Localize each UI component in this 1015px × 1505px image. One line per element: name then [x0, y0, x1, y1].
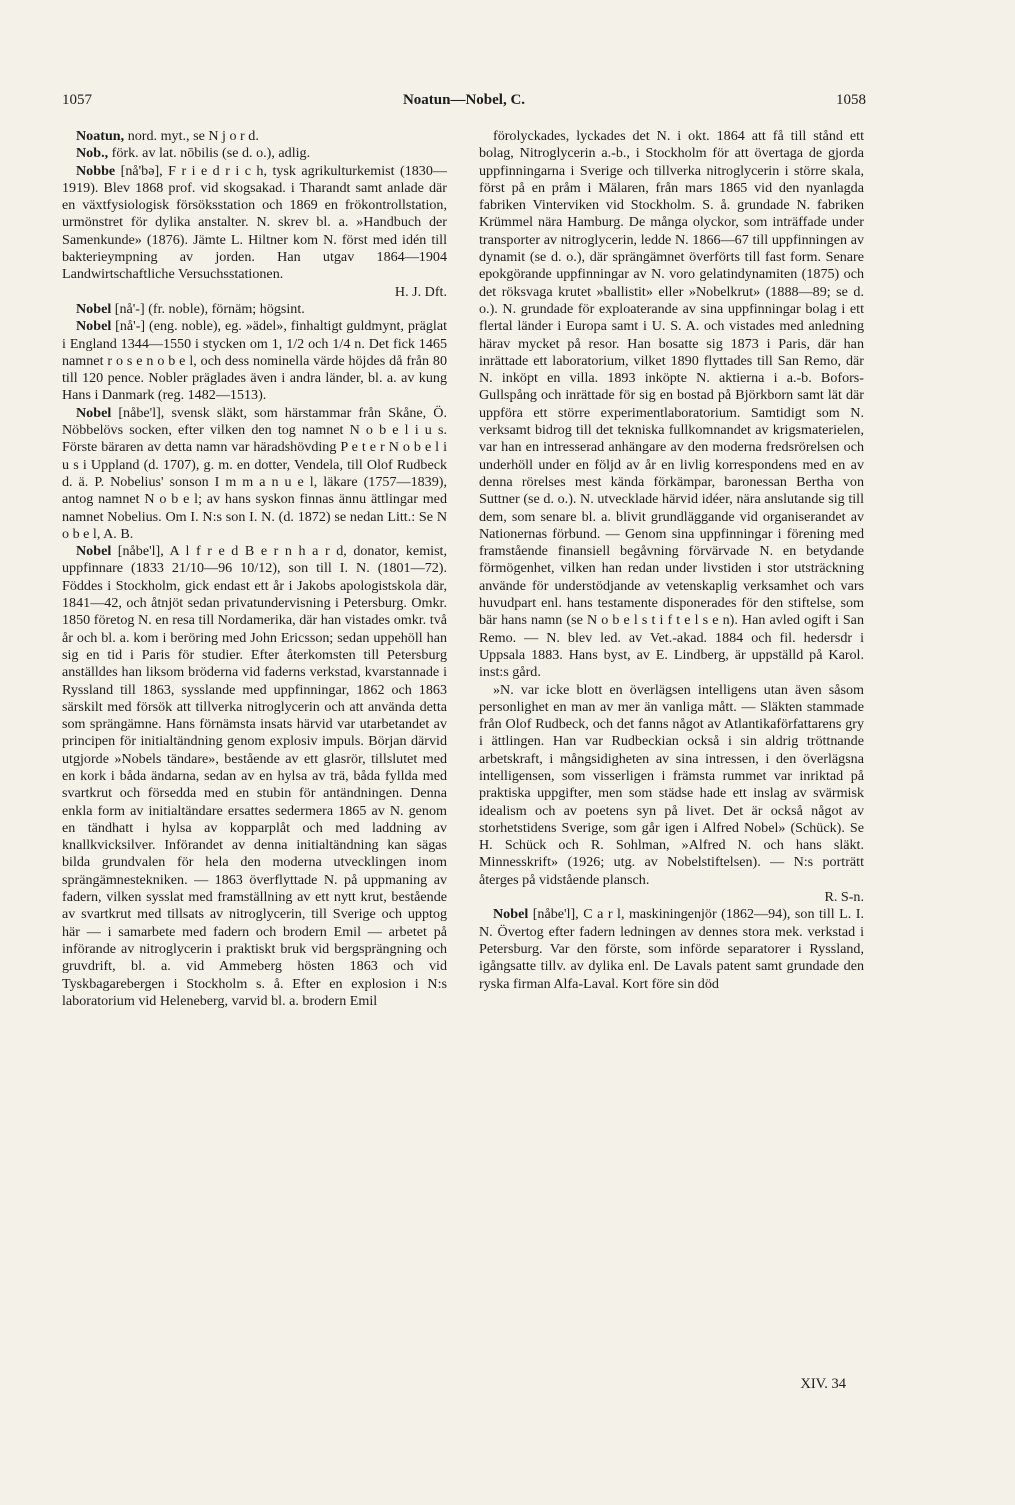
article-paragraph [62, 318, 447, 404]
headword: Nobel [76, 318, 112, 335]
running-title: Noatun—Nobel, C. [402, 92, 526, 108]
headword: Noatun, [76, 128, 125, 144]
right-column [479, 128, 864, 993]
left-column [62, 128, 447, 1010]
article-text: [nåbe'l], svensk släkt, som härstammar från Skåne, Ö. Nöbbelövs socken, efter vilken den tog namnet N o b e l i u s. Förste bäraren av detta namn var häradshövding P e t e r N o b e l i u s i Uppland (d. 1707), g. m. en dotter, Vendela, till Olof Rudbeck d. ä. P. Nobelius' sonson I m m a n u e l, läkare (1757—1839), antog namnet N o b e l; av hans syskon finnas ännu ättlingar med namnet Nobelius. Om I. N:s son I. N. (d. 1872) se nedan Litt.: Se N o b e l, A. B. [62, 404, 447, 542]
article-paragraph [62, 128, 447, 145]
sheet-signature: XIV. 34 [800, 1376, 846, 1392]
page-number-left: 1057 [62, 92, 92, 108]
headword: Nobbe [76, 162, 116, 179]
article-paragraph [62, 543, 447, 1010]
headword: Nobel [76, 543, 112, 560]
article-paragraph [62, 145, 447, 162]
article-text: nord. myt., se N j o r d. [127, 128, 259, 144]
headword: Nob., [76, 145, 109, 162]
article-text: »N. var icke blott en överlägsen intelligens utan även såsom personlighet en man av mer än vanliga mått. — Släkten stammade från Olof Rudbeck, och det fanns något av Atlantikaförfattarens gry i ättlingen. Han var Rudbeckian också i sin aldrig tröttnande arbetskraft, i mångsidigheten av sina intressen, i den överlägsna intelligensen, som visserligen i främsta rummet var inriktad på praktiska uppgifter, men som städse hade ett inslag av svärmisk idealism och av poetens syn på livet. Det är också något av storhetstidens Sverige, som går igen i Alfred Nobel» (Schück). Se H. Schück och R. Sohlman, »Alfred N. och hans släkt. Minnesskrift» (1926; utg. av Nobelstiftelsen). — N:s porträtt återges på vidstående plansch. [479, 681, 864, 888]
headword: Nobel [493, 906, 529, 923]
article-text: förk. av lat. nōbilis (se d. o.), adlig. [111, 145, 311, 162]
page-number-right: 1058 [836, 92, 866, 108]
author-signature: H. J. Dft. [394, 283, 447, 300]
article-text: [nå'-] (fr. noble), förnäm; högsint. [114, 300, 305, 317]
article-paragraph [62, 405, 447, 543]
article-paragraph [479, 128, 864, 682]
article-paragraph [479, 906, 864, 992]
author-signature: R. S-n. [824, 889, 864, 906]
article-text: [nå'bə], F r i e d r i c h, tysk agrikulturkemist (1830—1919). Blev 1868 prof. vid skogsakad. i Tharandt samt anlade där en växtfysiologisk försöksstation och 1869 en frökontrollstation, urmönstret för dylika anstalter. N. skrev bl. a. »Handbuch der Samenkunde» (1876). Jämte L. Hiltner kom N. först med idén till bakterieympning av jorden. Han utgav 1864—1904 Landwirtschaftliche Versuchsstationen. [62, 162, 447, 283]
running-head [62, 92, 866, 114]
article-text: förolyckades, lyckades det N. i okt. 1864 att få till stånd ett bolag, Nitroglycerin a.-b., i Stockholm för att övertaga de gjorda uppfinningarna i Sverige och tillverka nitroglycerin i större skala, först på en pråm i Mälaren, från mars 1865 vid den nyanlagda fabriken Vinterviken vid Stockholm. S. å. grundade N. fabriken Krümmel nära Hamburg. De många olyckor, som inträffade under transporter av nitroglycerin, ledde N. 1866—67 till uppfinningen av dynamit (se d. o.), där sprängämnet överförts till fast form. Senare epokgörande uppfinningar av N. voro gelatindynamiten (1875) och det röksvaga krutet »ballistit» eller »Nobelkrut» (1888—89; se d. o.). N. grundade för exploaterande av sina uppfinningar bolag i ett flertal länder i Europa samt i U. S. A. och vistades med anledning härav mycket på resor. Han bosatte sig 1873 i Paris, där han inrättade ett laboratorium, vilket 1890 flyttades till San Remo, där N. inköpt en villa. 1893 inköpte N. aktierna i a.-b. Bofors-Gullspång och inrättade för sig en bostad på Björkborn samt lät där uppföra ett större experimentlaboratorium. Samtidigt som N. verksamt bidrog till det tekniska fullkomnandet av krigsmaterielen, var han en intresserad anhängare av den moderna fredsrörelsen och underhöll under en följd av år en livlig korrespondens med en av denna rörelses mest kända förkämpar, baronessan Bertha von Suttner (se d. o.). N. utvecklade härvid idéer, nära anslutande sig till dem, som senare bl. a. blivit grundläggande vid organiserandet av Nationernas förbund. — Genom sina uppfinningar i förening med framstående finansiell begåvning förvärvade N. en betydande förmögenhet, vilken han redan under livstiden i stor utsträckning använde för understödjande av vetenskaplig verksamhet och vars huvudpart enl. hans testamente disponerades för den stiftelse, som bär hans namn (se N o b e l s t i f t e l s e n). Han avled ogift i San Remo. — N. blev led. av Vet.-akad. 1884 och fil. hedersdr i Uppsala 1883. Hans byst, av E. Lindberg, är uppställd på Karol. inst:s gård. [479, 128, 864, 681]
headword: Nobel [76, 404, 112, 421]
article-text: [nå'-] (eng. noble), eg. »ädel», finhaltigt guldmynt, präglat i England 1344—1550 i stycken om 1, 1/2 och 1/4 n. Det fick 1465 namnet r o s e n o b e l, och dess nominella värde höjdes då från 80 till 120 pence. Nobler präglades även i andra länder, bl. a. av kung Hans i Danmark (reg. 1482—1513). [62, 318, 447, 404]
article-paragraph [479, 682, 864, 907]
headword: Nobel [76, 300, 112, 317]
article-paragraph [62, 301, 447, 318]
article-paragraph [62, 163, 447, 301]
article-text: [nåbe'l], A l f r e d B e r n h a r d, donator, kemist, uppfinnare (1833 21/10—96 10/12), son till I. N. (1801—72). Föddes i Stockholm, gick endast ett år i Jakobs apologistskola där, 1841—42, och åtnjöt sedan privatundervisning i Petersburg. Omkr. 1850 företog N. en resa till Nordamerika, där han vistades omkr. två år och bl. a. kom i beröring med John Ericsson; sedan uppehöll han sig en tid i Paris för studier. Efter återkomsten till Petersburg anställdes han liksom bröderna vid faderns verkstad, kvarstannade i Ryssland till 1863, sysslande med uppfinningar, 1862 och 1863 särskilt med försök att tillverka nitroglycerin och att använda detta som sprängämne. Hans förnämsta insats härvid var utarbetandet av principen för initialtändning genom explosiv impuls. Början därvid utgjorde »Nobels tändare», bestående av ett glasrör, tillslutet med en kork i båda ändarna, sedan av en hylsa av trä, båda fyllda med svartkrut och försedda med en stubin för antändningen. Denna enkla form av initialtändare ersattes sedermera 1865 av N. genom en tändhatt i hylsa av kopparplåt och med laddning av knallkvicksilver. Införandet av denna initialtändning kan sägas bilda grundvalen för hela den moderna utvecklingen inom sprängämnestekniken. — 1863 överflyttade N. på uppmaning av fadern, vilken sysslat med framställning av ett nytt krut, bestående av svartkrut med tillsats av nitroglycerin, till Sverige och upptog här — i samarbete med fadern och brodern Emil — arbetet på införande av nitroglycerin i praktiskt bruk vid bergsprängning och gruvdrift, bl. a. vid Ammeberg hösten 1863 och vid Tyskbagarebergen i Stockholm s. å. Efter en explosion i N:s laboratorium vid Heleneberg, varvid bl. a. brodern Emil [62, 543, 447, 1009]
article-text: [nåbe'l], C a r l, maskiningenjör (1862—94), son till L. I. N. Övertog efter fadern ledningen av dennes stora mek. verkstad i Petersburg. Var den förste, som införde separatorer i Ryssland, igångsatte tillv. av dylika enl. De Lavals patent samt grundade den ryska firman Alfa-Laval. Kort före sin död [479, 906, 864, 992]
